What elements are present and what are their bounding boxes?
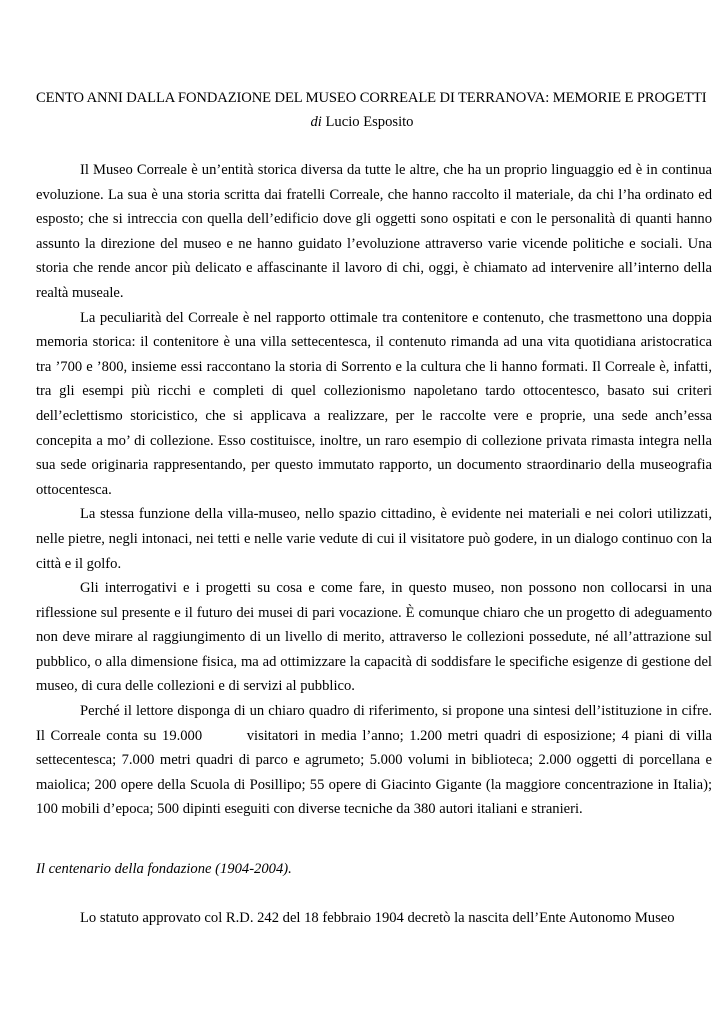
byline-prefix: di	[310, 114, 322, 130]
paragraph: Perché il lettore disponga di un chiaro quadro di riferimento, si propone una sintesi dell’istituzione in cifre. Il Correale conta su 19.000 visitatori in media l’anno; 1.200 metri quadri di esposizione; 4 piani di villa settecentesca; 7.000 metri quadri di parco e agrumeto; 5.000 volumi in biblioteca; 2.000 oggetti di porcellana e maiolica; 200 opere della Scuola di Posillipo; 55 opere di Giacinto Gigante (la maggiore concentrazione in Italia); 100 mobili d’epoca; 500 dipinti eseguiti con diverse tecniche da 380 autori italiani e stranieri.	[36, 703, 716, 818]
paragraph: Lo statuto approvato col R.D. 242 del 18 febbraio 1904 decretò la nascita dell’Ente Autonomo Museo	[80, 910, 675, 926]
paragraph: La stessa funzione della villa-museo, nello spazio cittadino, è evidente nei materiali e nei colori utilizzati, nelle pietre, negli intonaci, nei tetti e nelle varie vedute di cui il visitatore può godere, in un dialogo continuo con la città e il golfo.	[36, 506, 716, 572]
document-title: CENTO ANNI DALLA FONDAZIONE DEL MUSEO CORREALE DI TERRANOVA: MEMORIE E PROGETTI	[36, 90, 707, 106]
byline	[0, 110, 724, 134]
author-name: Lucio Esposito	[325, 114, 414, 130]
section-heading: Il centenario della fondazione (1904-2004).	[36, 861, 292, 877]
paragraph: Gli interrogativi e i progetti su cosa e come fare, in questo museo, non possono non collocarsi in una riflessione sul presente e il futuro dei musei di pari vocazione. È comunque chiaro che un progetto di adeguamento non deve mirare al raggiungimento di un livello di merito, attraverso le collezioni possedute, né all’attrazione sul pubblico, o alla dimensione fisica, ma ad ottimizzare la capacità di soddisfare le specifiche esigenze di gestione del museo, di cura delle collezioni e di servizi al pubblico.	[36, 580, 716, 695]
body-text	[36, 158, 716, 822]
paragraph: La peculiarità del Correale è nel rapporto ottimale tra contenitore e contenuto, che trasmettono una doppia memoria storica: il contenitore è una villa settecentesca, il contenuto rimanda ad una vita quotidiana aristocratica tra ’700 e ’800, insieme essi raccontano la storia di Sorrento e la cultura che li hanno formati. Il Correale è, infatti, tra gli esempi più ricchi e completi di quel collezionismo napoletano tardo ottocentesco, basato sui criteri dell’eclettismo storicistico, che si applicava a realizzare, per le raccolte vere e proprie, una sede anch’essa concepita a mo’ di collezione. Esso costituisce, inoltre, un raro esempio di collezione privata rimasta integra nella sua sede originaria rappresentando, per questo immutato rapporto, un documento straordinario della museografia ottocentesca.	[36, 309, 716, 498]
paragraph: Il Museo Correale è un’entità storica diversa da tutte le altre, che ha un proprio linguaggio ed è in continua evoluzione. La sua è una storia scritta dai fratelli Correale, che hanno raccolto il materiale, da chi l’ha ordinato ed esposto; che si intreccia con quella dell’edificio dove gli oggetti sono ospitati e con le personalità di quanti hanno assunto la direzione del museo e ne hanno guidato l’evoluzione attraverso varie vicende politiche e sociali. Una storia che rende ancor più delicato e affascinante il lavoro di chi, oggi, è chiamato ad intervenire all’interno della realtà museale.	[36, 162, 716, 301]
